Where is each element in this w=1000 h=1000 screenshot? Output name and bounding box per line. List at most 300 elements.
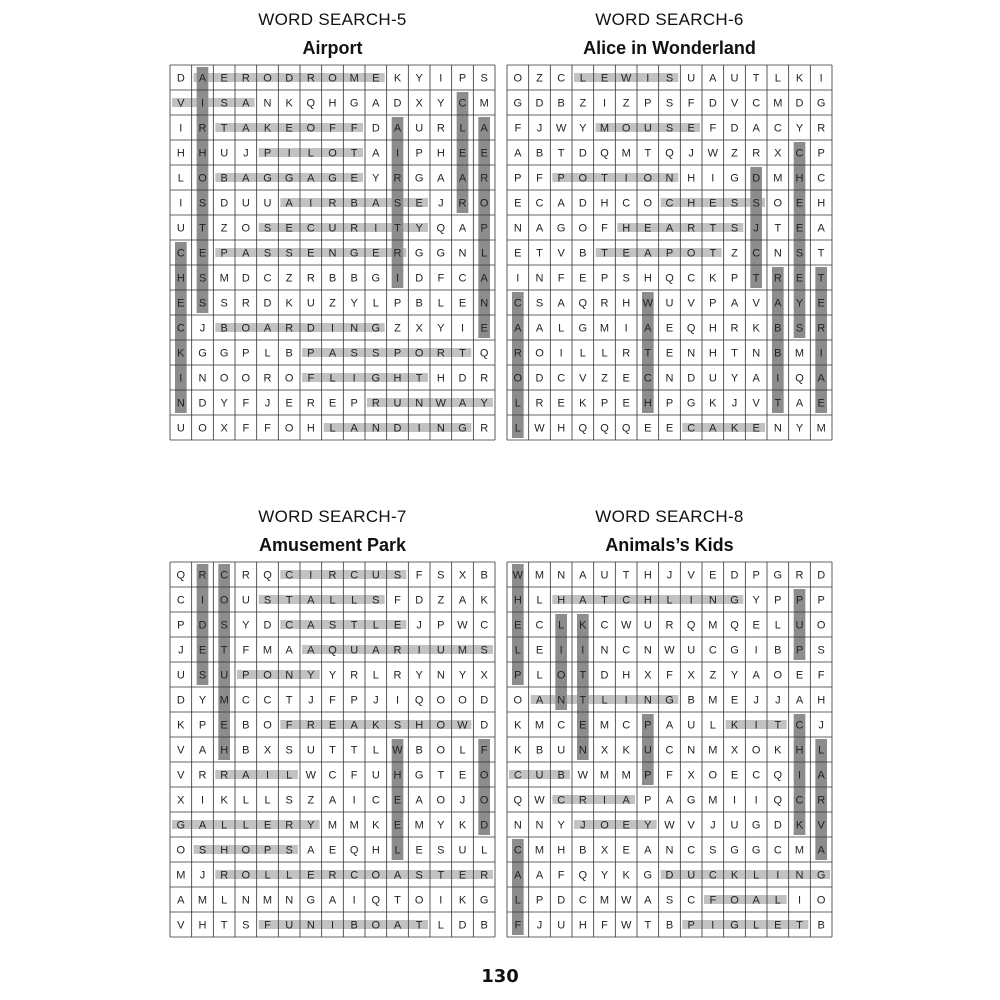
grid-letter: C bbox=[263, 272, 272, 285]
grid-letter: D bbox=[415, 594, 424, 607]
grid-letter: Q bbox=[436, 222, 446, 235]
grid-letter: A bbox=[774, 297, 782, 310]
grid-letter: M bbox=[219, 694, 229, 707]
grid-letter: E bbox=[817, 397, 825, 410]
grid-letter: I bbox=[602, 794, 607, 807]
grid-letter: G bbox=[643, 869, 653, 882]
grid-letter: C bbox=[643, 372, 652, 385]
grid-letter: P bbox=[242, 669, 250, 682]
grid-letter: R bbox=[198, 569, 207, 582]
grid-letter: A bbox=[752, 669, 760, 682]
grid-letter: B bbox=[350, 197, 358, 210]
grid-letter: U bbox=[600, 569, 609, 582]
grid-letter: E bbox=[817, 297, 825, 310]
grid-letter: K bbox=[458, 819, 467, 832]
grid-letter: X bbox=[415, 322, 423, 335]
grid-letter: J bbox=[243, 147, 249, 160]
grid-letter: Z bbox=[622, 97, 630, 110]
grid-letter: D bbox=[687, 372, 696, 385]
grid-letter: F bbox=[285, 719, 293, 732]
grid-letter: E bbox=[307, 869, 315, 882]
grid-letter: K bbox=[263, 122, 272, 135]
grid-letter: O bbox=[708, 769, 718, 782]
grid-letter: M bbox=[599, 322, 610, 335]
grid-letter: C bbox=[371, 794, 380, 807]
grid-letter: J bbox=[373, 694, 379, 707]
grid-letter: M bbox=[414, 819, 424, 832]
grid-letter: W bbox=[664, 644, 675, 657]
grid-letter: O bbox=[621, 122, 631, 135]
grid-letter: E bbox=[752, 422, 760, 435]
grid-letter: N bbox=[795, 869, 804, 882]
grid-letter: R bbox=[436, 347, 445, 360]
grid-letter: L bbox=[579, 72, 586, 85]
grid-letter: G bbox=[263, 172, 272, 185]
grid-letter: U bbox=[393, 397, 402, 410]
grid-letter: L bbox=[481, 844, 488, 857]
grid-letter: I bbox=[460, 322, 465, 335]
grid-letter: Y bbox=[350, 297, 358, 310]
grid-letter: F bbox=[307, 372, 315, 385]
grid-letter: P bbox=[752, 569, 760, 582]
grid-letter: P bbox=[817, 594, 825, 607]
grid-letter: E bbox=[514, 619, 522, 632]
grid-letter: E bbox=[535, 644, 544, 657]
grid-letter: U bbox=[687, 719, 696, 732]
grid-letter: K bbox=[622, 869, 630, 882]
grid-letter: N bbox=[513, 222, 522, 235]
grid-letter: G bbox=[513, 97, 523, 110]
grid-letter: U bbox=[535, 769, 544, 782]
grid-letter: O bbox=[513, 72, 523, 85]
grid-letter: D bbox=[600, 669, 609, 682]
grid-letter: A bbox=[709, 72, 717, 85]
grid-letter: O bbox=[263, 669, 272, 682]
grid-letter: U bbox=[643, 122, 652, 135]
grid-letter: M bbox=[457, 644, 468, 657]
grid-letter: O bbox=[816, 894, 826, 907]
grid-letter: U bbox=[415, 122, 424, 135]
grid-letter: T bbox=[644, 919, 652, 932]
grid-letter: J bbox=[753, 222, 759, 235]
grid-letter: W bbox=[620, 894, 632, 907]
grid-letter: Z bbox=[394, 322, 401, 335]
grid-letter: E bbox=[372, 247, 380, 260]
grid-letter: D bbox=[198, 619, 207, 632]
grid-letter: N bbox=[198, 372, 207, 385]
grid-letter: L bbox=[242, 794, 249, 807]
grid-letter: B bbox=[535, 147, 544, 160]
grid-letter: Y bbox=[372, 172, 380, 185]
grid-letter: C bbox=[176, 322, 185, 335]
grid-letter: W bbox=[642, 297, 654, 310]
grid-letter: C bbox=[350, 869, 359, 882]
grid-letter: K bbox=[514, 744, 522, 757]
grid-letter: U bbox=[643, 619, 652, 632]
grid-letter: A bbox=[285, 644, 293, 657]
grid-letter: A bbox=[372, 97, 380, 110]
grid-letter: H bbox=[687, 197, 696, 210]
grid-letter: F bbox=[557, 869, 565, 882]
grid-letter: R bbox=[350, 222, 359, 235]
grid-letter: N bbox=[665, 172, 674, 185]
grid-letter: D bbox=[263, 297, 272, 310]
grid-letter: T bbox=[774, 222, 782, 235]
grid-letter: T bbox=[437, 869, 445, 882]
grid-letter: S bbox=[198, 272, 207, 285]
grid-letter: G bbox=[349, 97, 359, 110]
grid-letter: B bbox=[480, 919, 488, 932]
grid-letter: G bbox=[479, 894, 489, 907]
grid-letter: Y bbox=[600, 869, 609, 882]
grid-letter: E bbox=[795, 272, 804, 285]
grid-letter: T bbox=[415, 919, 423, 932]
grid-letter: Y bbox=[579, 122, 587, 135]
grid-letter: O bbox=[436, 744, 446, 757]
grid-letter: Y bbox=[795, 422, 804, 435]
grid-letter: J bbox=[775, 694, 781, 707]
grid-letter: S bbox=[817, 644, 825, 657]
grid-letter: A bbox=[752, 372, 760, 385]
grid-letter: A bbox=[242, 122, 250, 135]
grid-letter: C bbox=[458, 272, 467, 285]
grid-letter: A bbox=[644, 844, 652, 857]
grid-letter: O bbox=[241, 844, 251, 857]
grid-letter: W bbox=[555, 122, 567, 135]
grid-letter: Y bbox=[437, 322, 445, 335]
grid-letter: R bbox=[622, 347, 631, 360]
grid-letter: E bbox=[458, 147, 467, 160]
grid-letter: E bbox=[514, 197, 522, 210]
grid-letter: U bbox=[306, 297, 315, 310]
grid-letter: R bbox=[665, 619, 674, 632]
grid-letter: I bbox=[200, 594, 205, 607]
grid-letter: M bbox=[599, 122, 610, 135]
grid-letter: L bbox=[666, 594, 673, 607]
grid-letter: O bbox=[578, 172, 588, 185]
grid-letter: I bbox=[179, 197, 183, 210]
grid-letter: A bbox=[557, 297, 565, 310]
grid-letter: Q bbox=[665, 147, 674, 160]
grid-letter: S bbox=[730, 197, 739, 210]
grid-letter: Z bbox=[220, 222, 228, 235]
grid-letter: K bbox=[514, 719, 522, 732]
grid-letter: I bbox=[374, 222, 378, 235]
grid-letter: K bbox=[393, 72, 402, 85]
grid-letter: I bbox=[819, 72, 823, 85]
grid-letter: O bbox=[730, 894, 739, 907]
grid-letter: Z bbox=[731, 147, 738, 160]
grid-letter: I bbox=[602, 97, 607, 110]
grid-letter: Y bbox=[752, 594, 760, 607]
grid-letter: F bbox=[514, 122, 522, 135]
grid-letter: O bbox=[643, 172, 653, 185]
grid-letter: L bbox=[459, 744, 466, 757]
grid-letter: F bbox=[709, 122, 717, 135]
grid-letter: S bbox=[263, 222, 272, 235]
grid-letter: U bbox=[176, 222, 185, 235]
grid-letter: L bbox=[329, 422, 336, 435]
grid-letter: A bbox=[350, 719, 358, 732]
grid-letter: M bbox=[479, 97, 489, 110]
grid-letter: P bbox=[480, 222, 488, 235]
grid-letter: L bbox=[601, 347, 608, 360]
grid-letter: C bbox=[687, 894, 696, 907]
grid-letter: A bbox=[328, 794, 337, 807]
grid-letter: F bbox=[601, 919, 608, 932]
grid-letter: R bbox=[306, 397, 315, 410]
grid-letter: O bbox=[436, 694, 446, 707]
grid-letter: A bbox=[752, 894, 760, 907]
grid-letter: S bbox=[665, 72, 674, 85]
grid-letter: S bbox=[752, 197, 760, 210]
grid-svg bbox=[507, 65, 832, 440]
grid-letter: Q bbox=[306, 97, 316, 110]
grid-letter: X bbox=[687, 769, 695, 782]
grid-letter: L bbox=[264, 869, 271, 882]
grid-letter: Y bbox=[557, 819, 565, 832]
grid-letter: U bbox=[665, 297, 674, 310]
grid-letter: Y bbox=[242, 619, 250, 632]
grid-letter: B bbox=[687, 694, 695, 707]
grid-letter: D bbox=[458, 919, 467, 932]
grid-letter: D bbox=[557, 894, 566, 907]
grid-letter: E bbox=[687, 122, 695, 135]
grid-letter: M bbox=[599, 769, 610, 782]
puzzle-theme: Airport bbox=[302, 38, 363, 58]
grid-letter: D bbox=[665, 869, 674, 882]
grid-letter: N bbox=[241, 894, 250, 907]
puzzle-heading: WORD SEARCH-7 bbox=[258, 507, 407, 526]
grid-letter: G bbox=[458, 422, 467, 435]
grid-letter: N bbox=[600, 644, 609, 657]
grid-letter: S bbox=[263, 247, 272, 260]
grid-letter: L bbox=[558, 322, 565, 335]
grid-letter: G bbox=[371, 272, 381, 285]
grid-letter: B bbox=[774, 322, 782, 335]
grid-letter: P bbox=[535, 894, 544, 907]
grid-letter: A bbox=[665, 794, 674, 807]
grid-letter: R bbox=[285, 322, 294, 335]
grid-letter: H bbox=[220, 744, 229, 757]
puzzle-theme: Amusement Park bbox=[258, 535, 407, 555]
grid-letter: N bbox=[371, 422, 380, 435]
grid-letter: U bbox=[328, 222, 337, 235]
grid-letter: A bbox=[458, 172, 467, 185]
grid-letter: S bbox=[393, 197, 402, 210]
grid-letter: G bbox=[219, 347, 229, 360]
grid-letter: X bbox=[263, 744, 272, 757]
grid-letter: F bbox=[329, 122, 336, 135]
grid-letter: C bbox=[622, 719, 631, 732]
grid-letter: N bbox=[687, 347, 696, 360]
grid-letter: L bbox=[601, 694, 608, 707]
grid-letter: W bbox=[707, 147, 719, 160]
grid-letter: V bbox=[557, 247, 565, 260]
grid-letter: P bbox=[644, 769, 652, 782]
grid-letter: I bbox=[711, 919, 715, 932]
grid-letter: J bbox=[753, 694, 759, 707]
grid-letter: G bbox=[730, 919, 739, 932]
letter-grid bbox=[507, 562, 832, 937]
page-number: 130 bbox=[481, 966, 519, 987]
grid-letter: E bbox=[328, 397, 337, 410]
grid-letter: P bbox=[600, 272, 609, 285]
grid-letter: T bbox=[394, 894, 401, 907]
grid-letter: P bbox=[393, 347, 402, 360]
grid-letter: M bbox=[794, 347, 805, 360]
grid-letter: T bbox=[644, 147, 652, 160]
grid-letter: K bbox=[795, 72, 804, 85]
grid-letter: L bbox=[329, 372, 336, 385]
grid-letter: R bbox=[263, 372, 272, 385]
grid-letter: O bbox=[414, 347, 424, 360]
grid-letter: U bbox=[730, 72, 739, 85]
grid-letter: S bbox=[665, 97, 674, 110]
grid-letter: V bbox=[177, 919, 185, 932]
grid-letter: S bbox=[198, 297, 207, 310]
grid-letter: C bbox=[306, 222, 315, 235]
grid-letter: R bbox=[285, 819, 294, 832]
grid-letter: K bbox=[730, 422, 739, 435]
grid-letter: K bbox=[730, 719, 739, 732]
grid-letter: C bbox=[622, 644, 631, 657]
grid-letter: D bbox=[176, 694, 185, 707]
grid-letter: P bbox=[774, 594, 782, 607]
grid-letter: Q bbox=[349, 844, 359, 857]
grid-letter: I bbox=[797, 769, 802, 782]
grid-letter: Z bbox=[536, 72, 543, 85]
grid-letter: B bbox=[665, 919, 674, 932]
grid-letter: M bbox=[534, 719, 545, 732]
grid-letter: U bbox=[220, 669, 229, 682]
grid-letter: Y bbox=[198, 694, 207, 707]
grid-letter: H bbox=[622, 222, 631, 235]
grid-letter: P bbox=[177, 619, 185, 632]
grid-letter: P bbox=[644, 719, 652, 732]
grid-letter: B bbox=[328, 272, 337, 285]
grid-letter: N bbox=[557, 694, 566, 707]
grid-letter: K bbox=[774, 744, 782, 757]
grid-letter: I bbox=[395, 272, 400, 285]
grid-letter: R bbox=[817, 794, 826, 807]
grid-letter: R bbox=[752, 147, 761, 160]
grid-letter: J bbox=[199, 322, 206, 335]
grid-letter: O bbox=[241, 322, 251, 335]
grid-letter: A bbox=[285, 197, 293, 210]
grid-letter: O bbox=[284, 372, 294, 385]
grid-letter: Y bbox=[730, 372, 739, 385]
grid-letter: Q bbox=[479, 347, 489, 360]
grid-letter: O bbox=[816, 619, 826, 632]
grid-letter: X bbox=[687, 669, 695, 682]
grid-letter: H bbox=[198, 147, 207, 160]
grid-letter: T bbox=[817, 272, 825, 285]
grid-letter: Y bbox=[437, 819, 445, 832]
grid-letter: E bbox=[480, 322, 488, 335]
grid-letter: R bbox=[458, 197, 467, 210]
grid-letter: A bbox=[263, 322, 272, 335]
grid-letter: E bbox=[393, 619, 402, 632]
grid-letter: A bbox=[535, 869, 544, 882]
grid-letter: E bbox=[600, 72, 609, 85]
grid-letter: P bbox=[514, 172, 522, 185]
grid-letter: U bbox=[795, 619, 804, 632]
grid-letter: U bbox=[458, 844, 467, 857]
grid-letter: A bbox=[328, 894, 337, 907]
grid-letter: O bbox=[479, 769, 489, 782]
grid-letter: L bbox=[514, 422, 521, 435]
grid-letter: C bbox=[557, 72, 566, 85]
grid-letter: K bbox=[177, 347, 185, 360]
grid-letter: A bbox=[242, 97, 250, 110]
grid-letter: G bbox=[665, 694, 674, 707]
grid-letter: A bbox=[514, 147, 522, 160]
grid-letter: B bbox=[415, 297, 423, 310]
grid-letter: P bbox=[415, 147, 423, 160]
grid-letter: I bbox=[395, 694, 400, 707]
grid-letter: O bbox=[241, 372, 251, 385]
grid-letter: S bbox=[372, 594, 380, 607]
grid-letter: J bbox=[688, 147, 694, 160]
grid-letter: S bbox=[795, 322, 804, 335]
grid-letter: E bbox=[644, 422, 652, 435]
grid-letter: Y bbox=[307, 669, 315, 682]
grid-letter: I bbox=[776, 869, 780, 882]
grid-letter: C bbox=[665, 197, 674, 210]
grid-letter: U bbox=[643, 744, 652, 757]
grid-letter: J bbox=[666, 569, 673, 582]
grid-letter: J bbox=[536, 122, 543, 135]
grid-letter: B bbox=[220, 172, 228, 185]
grid-letter: V bbox=[177, 744, 185, 757]
grid-letter: F bbox=[557, 272, 565, 285]
grid-letter: P bbox=[730, 272, 739, 285]
grid-letter: N bbox=[285, 669, 294, 682]
grid-letter: G bbox=[556, 222, 566, 235]
grid-letter: C bbox=[513, 844, 522, 857]
grid-letter: I bbox=[711, 172, 715, 185]
grid-letter: I bbox=[417, 644, 421, 657]
grid-letter: T bbox=[285, 594, 293, 607]
grid-letter: L bbox=[753, 919, 760, 932]
grid-letter: L bbox=[481, 247, 488, 260]
grid-letter: I bbox=[646, 72, 650, 85]
grid-letter: T bbox=[199, 222, 206, 235]
grid-letter: J bbox=[731, 397, 738, 410]
grid-letter: R bbox=[393, 247, 402, 260]
grid-letter: N bbox=[513, 819, 522, 832]
grid-letter: T bbox=[601, 247, 608, 260]
grid-letter: N bbox=[480, 297, 489, 310]
grid-letter: H bbox=[708, 347, 717, 360]
grid-letter: G bbox=[349, 247, 359, 260]
grid-letter: B bbox=[220, 322, 228, 335]
grid-letter: R bbox=[198, 122, 207, 135]
grid-letter: H bbox=[198, 919, 207, 932]
grid-letter: T bbox=[350, 744, 358, 757]
grid-letter: U bbox=[306, 744, 315, 757]
grid-letter: U bbox=[687, 72, 696, 85]
grid-letter: R bbox=[480, 172, 489, 185]
grid-letter: W bbox=[457, 719, 468, 732]
grid-letter: O bbox=[479, 197, 489, 210]
grid-letter: H bbox=[557, 422, 566, 435]
grid-letter: I bbox=[754, 719, 758, 732]
grid-letter: A bbox=[198, 744, 207, 757]
grid-letter: M bbox=[327, 819, 338, 832]
grid-letter: S bbox=[665, 894, 674, 907]
